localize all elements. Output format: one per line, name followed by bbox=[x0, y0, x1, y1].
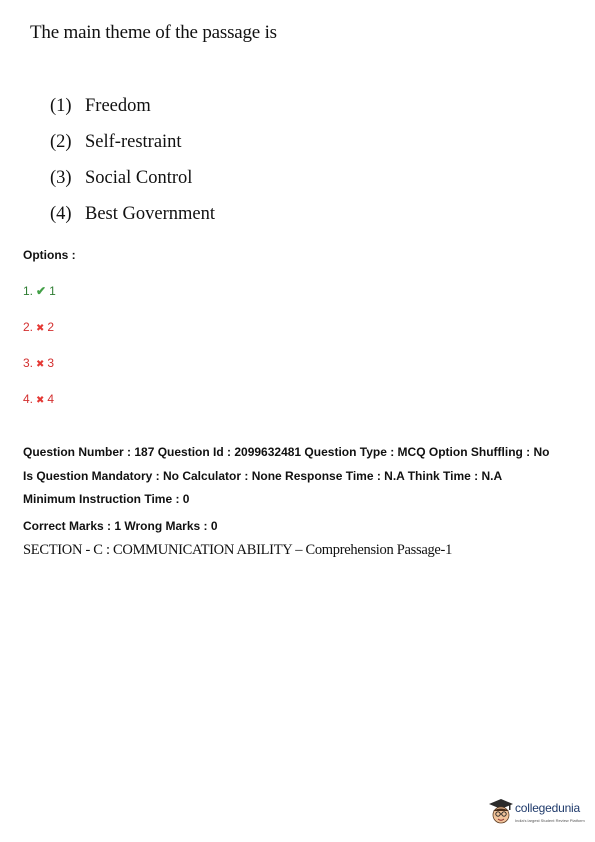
graduate-cap-face-icon bbox=[488, 798, 514, 826]
options-label: Options : bbox=[23, 248, 76, 262]
logo-brand-name: collegedunia bbox=[515, 801, 580, 815]
question-meta-line-1: Question Number : 187 Question Id : 2099632481 Question Type : MCQ Option Shuffling : No bbox=[23, 445, 550, 459]
choice-2 bbox=[50, 130, 215, 166]
choice-number: (1) bbox=[50, 96, 72, 116]
choice-text: Best Government bbox=[85, 204, 215, 224]
choice-3 bbox=[50, 166, 215, 202]
choice-1 bbox=[50, 94, 215, 130]
choice-number: (3) bbox=[50, 168, 72, 188]
option-index: 2. bbox=[23, 320, 34, 334]
answer-choices bbox=[50, 94, 215, 238]
choice-text: Social Control bbox=[85, 168, 193, 188]
option-value: 4 bbox=[47, 392, 55, 406]
option-value: 1 bbox=[49, 284, 56, 298]
section-heading: SECTION - C : COMMUNICATION ABILITY – Comprehension Passage-1 bbox=[23, 542, 453, 558]
option-row-2 bbox=[23, 320, 54, 334]
option-row-1 bbox=[23, 284, 56, 298]
option-row-4 bbox=[23, 392, 54, 406]
question-meta-line-2: Is Question Mandatory : No Calculator : None Response Time : N.A Think Time : N.A bbox=[23, 469, 503, 483]
option-row-3 bbox=[23, 356, 54, 370]
question-text: The main theme of the passage is bbox=[30, 22, 277, 43]
option-index: 3. bbox=[23, 356, 34, 370]
cross-icon: ✖ bbox=[36, 359, 45, 370]
question-meta-line-3: Minimum Instruction Time : 0 bbox=[23, 492, 190, 506]
collegedunia-logo bbox=[488, 796, 588, 830]
option-value: 3 bbox=[47, 356, 55, 370]
choice-number: (2) bbox=[50, 132, 72, 152]
choice-text: Freedom bbox=[85, 96, 151, 116]
logo-tagline: India's largest Student Review Platform bbox=[515, 818, 585, 823]
choice-text: Self-restraint bbox=[85, 132, 182, 152]
choice-number: (4) bbox=[50, 204, 72, 224]
marks-line: Correct Marks : 1 Wrong Marks : 0 bbox=[23, 519, 218, 533]
option-value: 2 bbox=[47, 320, 55, 334]
cross-icon: ✖ bbox=[36, 395, 45, 406]
cross-icon: ✖ bbox=[36, 323, 45, 334]
option-index: 4. bbox=[23, 392, 34, 406]
choice-4 bbox=[50, 202, 215, 238]
option-index: 1. bbox=[23, 284, 34, 298]
checkmark-icon: ✔ bbox=[36, 284, 47, 298]
